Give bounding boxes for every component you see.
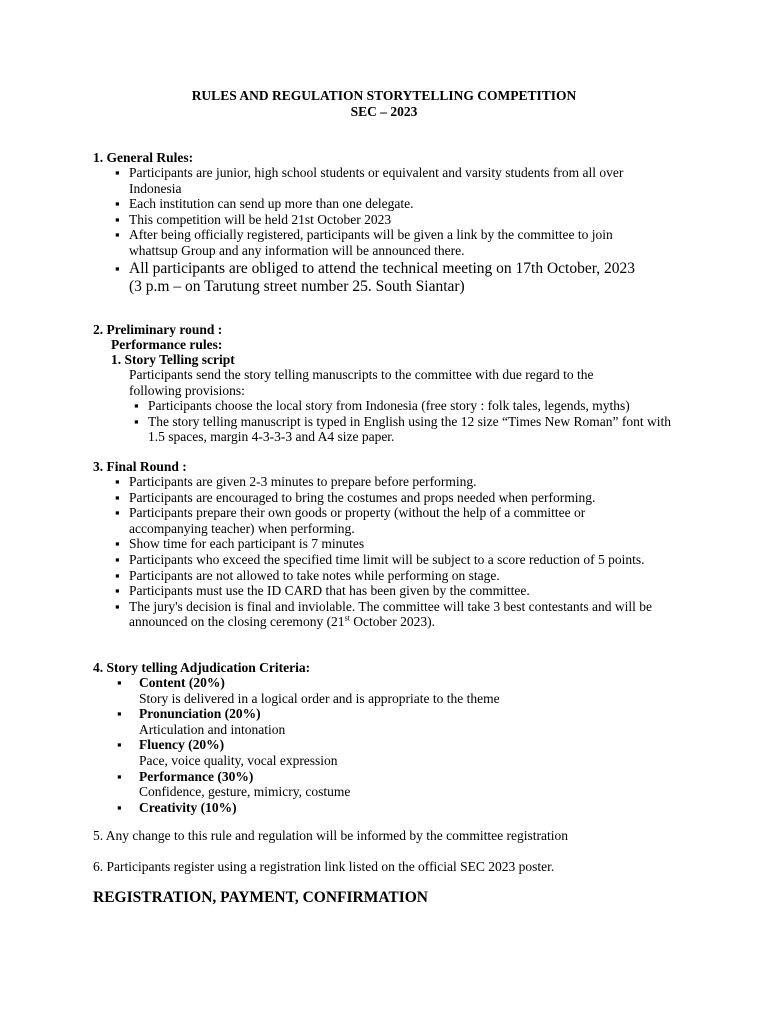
rule-note-5: 5. Any change to this rule and regulation will be informed by the committee registration (93, 828, 569, 843)
criteria-list (139, 675, 659, 815)
document-title: RULES AND REGULATION STORYTELLING COMPETITION (191, 88, 577, 103)
list-item: ▪ Participants are given 2-3 minutes to prepare before performing. (115, 474, 675, 490)
story-script-intro: Participants send the story telling manuscripts to the committee with due regard to the following provisions: (129, 367, 594, 398)
list-item: ▪ After being officially registered, participants will be given a link by the committee to join whattsup Group and any information will be announced there. (115, 227, 619, 258)
criteria-item (139, 675, 659, 706)
preliminary-heading: 2. Preliminary round : (93, 322, 223, 337)
list-item: ▪ All participants are obliged to attend the technical meeting on 17th October, 2023 (3 p.m – on Tarutung street number 25. South Siantar) (115, 260, 649, 296)
final-round-list (115, 474, 675, 630)
list-item: ▪ Participants choose the local story from Indonesia (free story : folk tales, legends, myths) (134, 398, 674, 414)
criteria-desc: Articulation and intonation (139, 721, 286, 737)
list-item: ▪ Participants are not allowed to take notes while performing on stage. (115, 568, 675, 584)
criteria-name: ▪ Creativity (10%) (139, 799, 237, 815)
performance-rules-heading: Performance rules: (111, 337, 223, 352)
list-item: ▪ Participants who exceed the specified time limit will be subject to a score reduction of 5 points. (115, 552, 675, 568)
list-item: ▪ Participants are junior, high school students or equivalent and varsity students from all over Indonesia (115, 165, 675, 196)
criteria-name: ▪ Content (20%) (139, 675, 225, 690)
criteria-desc: Story is delivered in a logical order and is appropriate to the theme (139, 690, 500, 706)
criteria-name: ▪ Pronunciation (20%) (139, 706, 261, 722)
criteria-item (139, 706, 659, 737)
list-item: ▪ The story telling manuscript is typed in English using the 12 size “Times New Roman” font with 1.5 spaces, margin 4-3-3-3 and A4 size paper. (134, 414, 674, 445)
general-rules-heading: 1. General Rules: (93, 150, 194, 165)
list-item: ▪ Show time for each participant is 7 minutes (115, 536, 675, 552)
criteria-name: ▪ Fluency (20%) (139, 737, 225, 753)
criteria-item (139, 800, 659, 816)
criteria-name: ▪ Performance (30%) (139, 768, 254, 784)
registration-section-heading: REGISTRATION, PAYMENT, CONFIRMATION (93, 889, 428, 906)
general-rules-list (115, 165, 675, 296)
story-script-heading: 1. Story Telling script (111, 352, 235, 367)
list-item: ▪ Each institution can send up more than one delegate. (115, 196, 675, 212)
criteria-desc: Confidence, gesture, mimicry, costume (139, 784, 351, 800)
document-subtitle: SEC – 2023 (350, 104, 418, 119)
list-item: ▪ This competition will be held 21st October 2023 (115, 212, 675, 228)
list-item: ▪ Participants must use the ID CARD that has been given by the committee. (115, 583, 675, 599)
list-item: ▪ Participants are encouraged to bring the costumes and props needed when performing. (115, 490, 675, 506)
rule-note-6: 6. Participants register using a registration link listed on the official SEC 2023 poster. (93, 859, 555, 874)
criteria-item (139, 769, 659, 800)
criteria-heading: 4. Story telling Adjudication Criteria: (93, 660, 311, 675)
criteria-item (139, 737, 659, 768)
list-item: ▪ The jury's decision is final and inviolable. The committee will take 3 best contestants and will be announced on the closing ceremony (21st October 2023). (115, 599, 674, 630)
criteria-desc: Pace, voice quality, vocal expression (139, 752, 338, 768)
final-round-heading: 3. Final Round : (93, 459, 187, 474)
story-script-list (134, 398, 674, 445)
list-item: ▪ Participants prepare their own goods or property (without the help of a committee or accompanying teacher) when performing. (115, 505, 629, 536)
